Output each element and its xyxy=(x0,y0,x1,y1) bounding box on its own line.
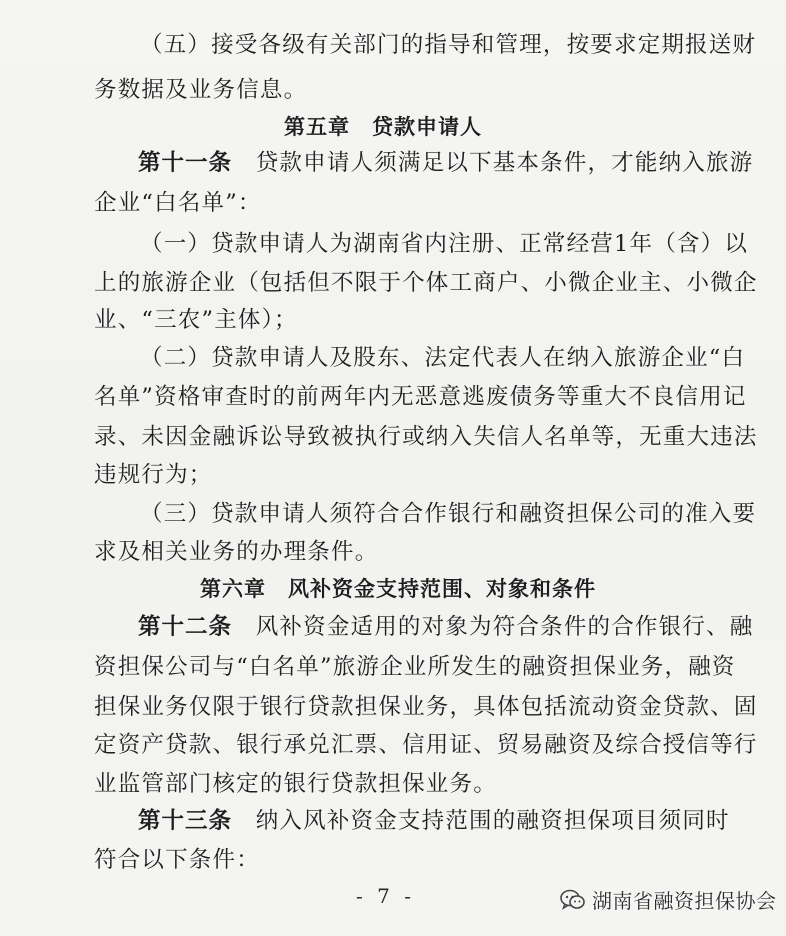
text-line: （五）接受各级有关部门的指导和管理，按要求定期报送财 xyxy=(140,32,757,58)
chapter-heading: 第五章 贷款申请人 xyxy=(284,115,482,139)
article-paragraph xyxy=(138,806,730,836)
page-number: - 7 - xyxy=(356,884,415,908)
article-paragraph xyxy=(138,612,753,642)
text-line: 定资产贷款、银行承兑汇票、信用证、贸易融资及综合授信等行 xyxy=(94,732,758,758)
text-line: （三）贷款申请人须符合合作银行和融资担保公司的准入要 xyxy=(140,501,757,527)
text-line: 业、“三农”主体）； xyxy=(94,307,298,333)
text-line: （一）贷款申请人为湖南省内注册、正常经营1年（含）以 xyxy=(140,231,749,257)
text-line: 风补资金适用的对象为符合条件的合作银行、融 xyxy=(232,614,754,640)
text-line: 录、未因金融诉讼导致被执行或纳入失信人名单等，无重大违法 xyxy=(94,424,758,450)
article-label: 第十二条 xyxy=(138,614,233,640)
text-line: 业监管部门核定的银行贷款担保业务。 xyxy=(94,771,497,797)
text-line: 上的旅游企业（包括但不限于个体工商户、小微企业主、小微企 xyxy=(94,270,758,296)
text-line: 符合以下条件： xyxy=(94,847,260,873)
text-line: 务数据及业务信息。 xyxy=(94,77,308,103)
article-paragraph xyxy=(138,148,753,178)
text-line: 纳入风补资金支持范围的融资担保项目须同时 xyxy=(232,808,730,834)
text-line: 担保业务仅限于银行贷款担保业务，具体包括流动资金贷款、固 xyxy=(94,694,758,720)
article-label: 第十三条 xyxy=(138,808,233,834)
chapter-heading: 第六章 风补资金支持范围、对象和条件 xyxy=(200,577,596,601)
watermark-text: 湖南省融资担保协会 xyxy=(592,889,777,913)
text-line: 企业“白名单”： xyxy=(94,190,262,216)
text-line: 名单”资格审查时的前两年内无恶意逃废债务等重大不良信用记 xyxy=(94,384,747,410)
text-line: 违规行为； xyxy=(94,462,213,488)
text-line: 资担保公司与“白名单”旅游企业所发生的融资担保业务，融资 xyxy=(94,654,736,680)
text-line: （二）贷款申请人及股东、法定代表人在纳入旅游企业“白 xyxy=(140,345,746,371)
article-label: 第十一条 xyxy=(138,150,233,176)
text-line: 求及相关业务的办理条件。 xyxy=(94,539,379,565)
watermark xyxy=(560,885,777,914)
text-line: 贷款申请人须满足以下基本条件，才能纳入旅游 xyxy=(232,150,754,176)
wechat-icon xyxy=(560,889,586,911)
